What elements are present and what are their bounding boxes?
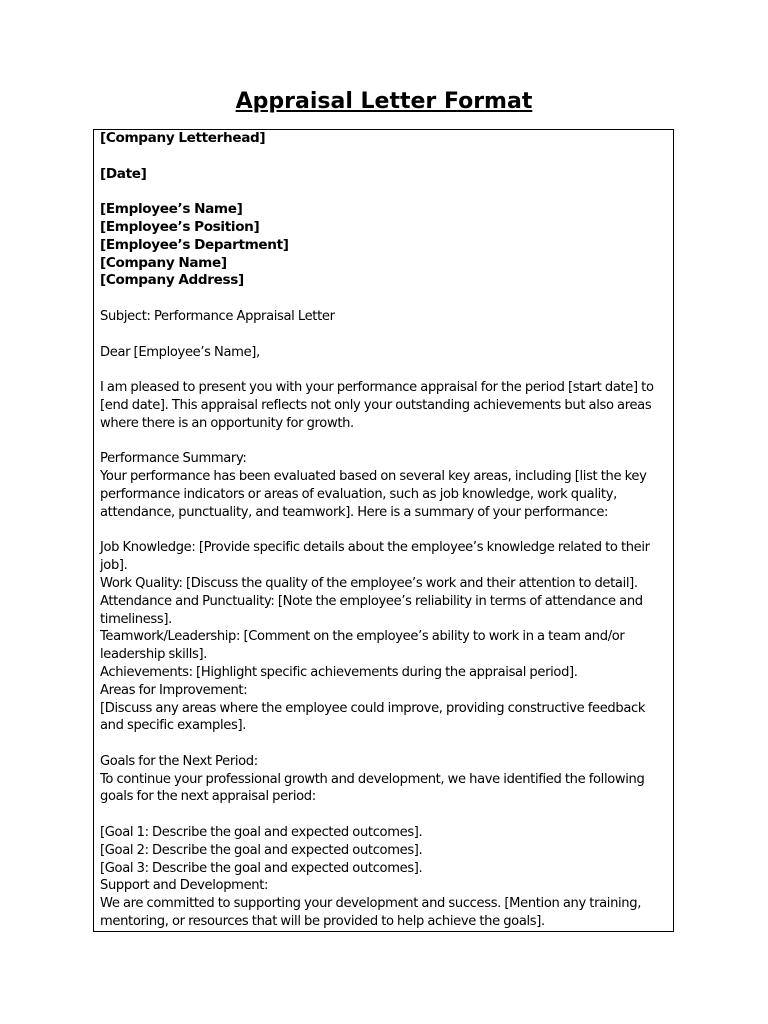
- area-line: Teamwork/Leadership: [Comment on the employee’s ability to work in a team and/or: [100, 629, 625, 645]
- spacer: [100, 326, 667, 344]
- goals-heading: Goals for the Next Period:: [100, 753, 258, 769]
- spacer: [100, 290, 667, 308]
- spacer: [100, 433, 667, 451]
- employee-name: [Employee’s Name]: [100, 201, 243, 218]
- goals-line: goals for the next appraisal period:: [100, 789, 316, 805]
- area-line: and specific examples].: [100, 718, 247, 734]
- company-address: [Company Address]: [100, 272, 244, 289]
- area-line: job].: [100, 558, 128, 574]
- intro-line: [end date]. This appraisal reflects not only your outstanding achievements but also areas: [100, 397, 652, 413]
- support-line: mentoring, or resources that will be provided to help achieve the goals].: [100, 914, 545, 930]
- goals-line: To continue your professional growth and development, we have identified the following: [100, 771, 645, 787]
- document-title: Appraisal Letter Format: [235, 89, 533, 114]
- area-line: [Discuss any areas where the employee could improve, providing constructive feedback: [100, 700, 646, 716]
- summary-line: attendance, punctuality, and teamwork]. Here is a summary of your performance:: [100, 504, 609, 520]
- company-name: [Company Name]: [100, 254, 227, 271]
- salutation: Dear [Employee’s Name],: [100, 344, 260, 360]
- area-line: timeliness].: [100, 611, 172, 627]
- subject-line: Subject: Performance Appraisal Letter: [100, 308, 335, 324]
- area-line: Areas for Improvement:: [100, 682, 248, 698]
- letter-date: [Date]: [100, 165, 147, 182]
- summary-heading: Performance Summary:: [100, 451, 247, 467]
- summary-line: performance indicators or areas of evaluation, such as job knowledge, work quality,: [100, 486, 617, 502]
- spacer: [100, 735, 667, 753]
- intro-line: I am pleased to present you with your performance appraisal for the period [start date] to: [100, 380, 654, 396]
- support-line: We are committed to supporting your development and success. [Mention any training,: [100, 896, 642, 912]
- employee-department: [Employee’s Department]: [100, 236, 289, 253]
- letter-template-box: [93, 129, 674, 932]
- area-line: Achievements: [Highlight specific achievements during the appraisal period].: [100, 664, 578, 680]
- spacer: [100, 148, 667, 166]
- support-heading: Support and Development:: [100, 878, 269, 894]
- area-line: Attendance and Punctuality: [Note the employee’s reliability in terms of attendance and: [100, 593, 643, 609]
- area-line: Job Knowledge: [Provide specific details about the employee’s knowledge related to their: [100, 540, 650, 556]
- company-letterhead: [Company Letterhead]: [100, 130, 266, 146]
- spacer: [100, 522, 667, 540]
- intro-line: where there is an opportunity for growth.: [100, 415, 354, 431]
- employee-position: [Employee’s Position]: [100, 218, 260, 235]
- area-line: leadership skills].: [100, 647, 208, 663]
- summary-line: Your performance has been evaluated based on several key areas, including [list the key: [100, 469, 647, 485]
- goal-item: [Goal 3: Describe the goal and expected outcomes].: [100, 860, 423, 876]
- spacer: [100, 183, 667, 201]
- spacer: [100, 806, 667, 824]
- spacer: [100, 361, 667, 379]
- goal-item: [Goal 1: Describe the goal and expected outcomes].: [100, 825, 423, 841]
- goal-item: [Goal 2: Describe the goal and expected outcomes].: [100, 842, 423, 858]
- area-line: Work Quality: [Discuss the quality of the employee’s work and their attention to detail].: [100, 575, 638, 591]
